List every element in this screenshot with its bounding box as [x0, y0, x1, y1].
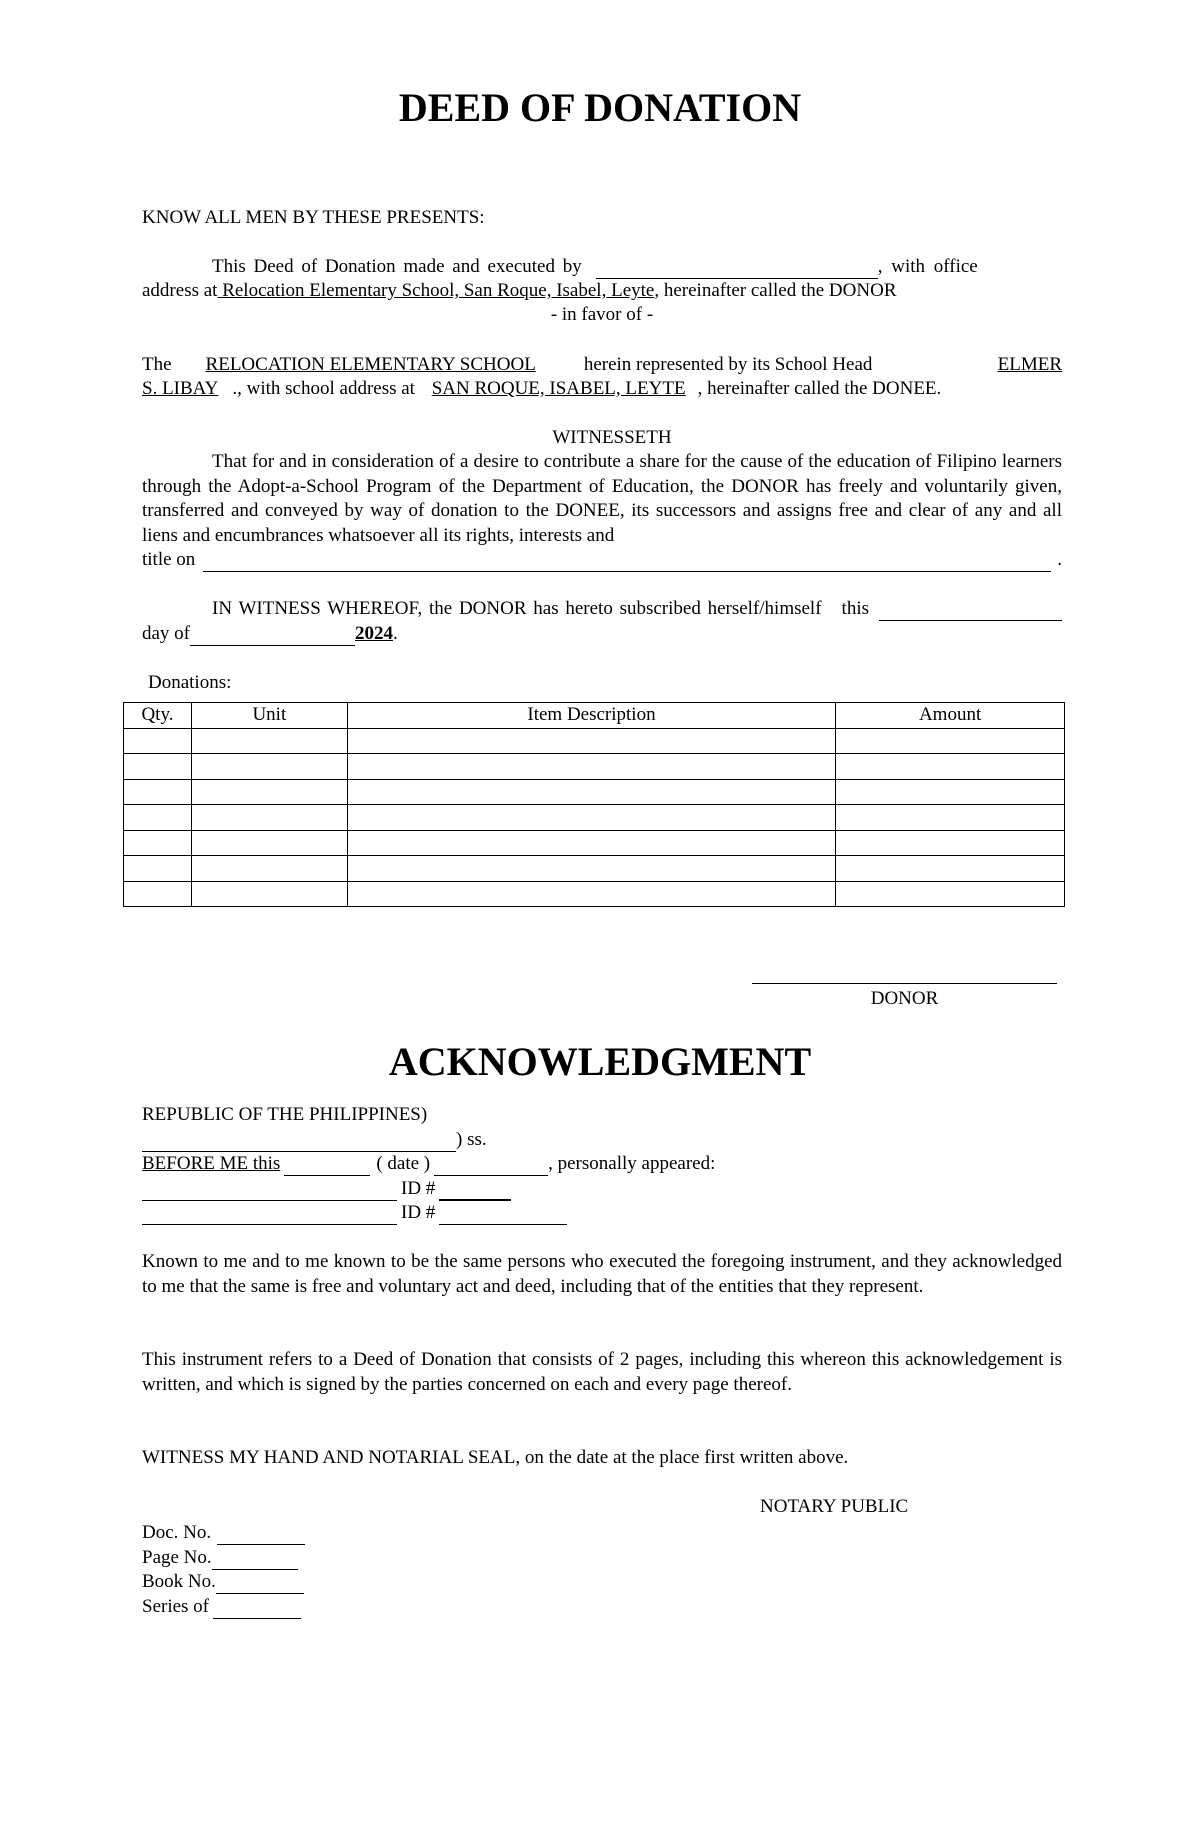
- series-of-blank[interactable]: [213, 1599, 301, 1619]
- school-head-last: S. LIBAY: [142, 378, 219, 399]
- donor-intro-text: This Deed of Donation made and executed by: [212, 256, 582, 277]
- amount-cell[interactable]: [836, 856, 1065, 882]
- donor-address: Relocation Elementary School, San Roque, Isabel, Leyte: [217, 280, 655, 301]
- appearer-1-id-blank[interactable]: [439, 1180, 511, 1201]
- qty-cell[interactable]: [124, 805, 192, 831]
- know-all-heading: KNOW ALL MEN BY THESE PRESENTS:: [142, 207, 485, 228]
- table-row: [124, 856, 1065, 882]
- donee-the: The: [142, 354, 172, 375]
- venue-blank[interactable]: [142, 1132, 456, 1152]
- personally-appeared: , personally appeared:: [548, 1153, 716, 1174]
- amount-cell[interactable]: [836, 754, 1065, 780]
- donor-signature-line[interactable]: [752, 983, 1057, 984]
- appearer-line-1: [142, 1177, 1062, 1201]
- donor-signature-label: DONOR: [870, 988, 939, 1009]
- before-me-day-blank[interactable]: [284, 1156, 370, 1176]
- deed-year: 2024: [355, 623, 394, 644]
- date-label: ( date ): [376, 1153, 431, 1174]
- amount-cell[interactable]: [836, 779, 1065, 805]
- donations-table: [123, 702, 1065, 907]
- title-on-label: title on: [142, 549, 196, 570]
- school-address-prefix: ., with school address at: [232, 378, 415, 399]
- header-amount: Amount: [836, 703, 1065, 729]
- in-favor-of: - in favor of -: [550, 304, 654, 325]
- page-no-line: [142, 1546, 1062, 1570]
- table-row: [124, 779, 1065, 805]
- donor-intro-tail: , with office: [877, 256, 978, 277]
- unit-cell[interactable]: [191, 779, 347, 805]
- witness-this: this: [841, 598, 869, 619]
- table-header-row: [124, 703, 1065, 729]
- item-description-cell[interactable]: [347, 805, 835, 831]
- table-row: [124, 881, 1065, 907]
- before-me-label: BEFORE ME this: [142, 1153, 281, 1174]
- donee-line-1: [142, 353, 1062, 377]
- item-description-cell[interactable]: [347, 754, 835, 780]
- witness-whereof-line: [212, 597, 1062, 621]
- amount-cell[interactable]: [836, 728, 1065, 754]
- instrument-paragraph: This instrument refers to a Deed of Donation that consists of 2 pages, including this whereon this acknowledgement is written, and which is signed by the parties concerned on each and every page thereof.: [142, 1349, 1062, 1395]
- amount-cell[interactable]: [836, 805, 1065, 831]
- donor-intro-line: [212, 255, 1062, 279]
- day-blank[interactable]: [879, 601, 1062, 621]
- donor-address-prefix: address at: [142, 280, 218, 301]
- item-description-cell[interactable]: [347, 856, 835, 882]
- qty-cell[interactable]: [124, 779, 192, 805]
- header-unit: Unit: [191, 703, 347, 729]
- notary-public-label: NOTARY PUBLIC: [760, 1496, 909, 1517]
- page-no-label: Page No.: [142, 1547, 212, 1568]
- witness-hand-line: WITNESS MY HAND AND NOTARIAL SEAL, on the date at the place first written above.: [142, 1447, 849, 1468]
- month-blank[interactable]: [190, 626, 355, 646]
- item-description-cell[interactable]: [347, 728, 835, 754]
- unit-cell[interactable]: [191, 881, 347, 907]
- unit-cell[interactable]: [191, 805, 347, 831]
- header-qty: Qty.: [124, 703, 192, 729]
- title-on-line: title on .: [142, 549, 1062, 570]
- book-no-blank[interactable]: [216, 1574, 304, 1594]
- qty-cell[interactable]: [124, 830, 192, 856]
- unit-cell[interactable]: [191, 856, 347, 882]
- header-item-description: Item Description: [347, 703, 835, 729]
- republic-line: REPUBLIC OF THE PHILIPPINES): [142, 1104, 428, 1125]
- series-of-line: [142, 1595, 1062, 1619]
- before-me-line: [142, 1152, 1062, 1176]
- school-address: SAN ROQUE, ISABEL, LEYTE: [431, 378, 686, 399]
- witnesseth-heading: WITNESSETH: [552, 427, 672, 448]
- item-description-cell[interactable]: [347, 830, 835, 856]
- doc-no-blank[interactable]: [217, 1525, 305, 1545]
- qty-cell[interactable]: [124, 754, 192, 780]
- table-row: [124, 805, 1065, 831]
- acknowledgment-title: ACKNOWLEDGMENT: [388, 1039, 812, 1084]
- doc-no-label: Doc. No.: [142, 1522, 212, 1543]
- donor-address-line: [142, 279, 1062, 303]
- book-no-line: [142, 1570, 1062, 1594]
- deed-title: DEED OF DONATION: [398, 85, 802, 130]
- qty-cell[interactable]: [124, 881, 192, 907]
- donee-line-end: , hereinafter called the DONEE.: [697, 378, 942, 399]
- series-of-label: Series of: [142, 1596, 210, 1617]
- qty-cell[interactable]: [124, 728, 192, 754]
- donee-school: RELOCATION ELEMENTARY SCHOOL: [205, 354, 536, 375]
- unit-cell[interactable]: [191, 754, 347, 780]
- appearer-1-id-label: ID #: [401, 1178, 436, 1199]
- donor-name-blank[interactable]: [596, 259, 878, 279]
- title-on-blank[interactable]: [203, 552, 1051, 572]
- donations-label: Donations:: [148, 672, 232, 693]
- witness-whereof-text: IN WITNESS WHEREOF, the DONOR has hereto subscribed herself/himself: [212, 598, 822, 619]
- appearer-2-name-blank[interactable]: [142, 1205, 397, 1225]
- page-no-blank[interactable]: [212, 1550, 298, 1570]
- unit-cell[interactable]: [191, 830, 347, 856]
- appearer-2-id-blank[interactable]: [439, 1205, 567, 1225]
- ss-line: [142, 1128, 1062, 1152]
- ss-label: ) ss.: [456, 1129, 487, 1150]
- amount-cell[interactable]: [836, 881, 1065, 907]
- book-no-label: Book No.: [142, 1571, 216, 1592]
- school-head-first: ELMER: [997, 354, 1062, 375]
- day-of-label: day of: [142, 623, 191, 644]
- doc-no-line: [142, 1521, 1062, 1545]
- appearer-1-name-blank[interactable]: [142, 1181, 397, 1201]
- table-row: [124, 754, 1065, 780]
- unit-cell[interactable]: [191, 728, 347, 754]
- item-description-cell[interactable]: [347, 779, 835, 805]
- known-paragraph: Known to me and to me known to be the same persons who executed the foregoing instrument, and they acknowledged to me that the same is free and voluntary act and deed, including that of the entities that they represent.: [142, 1251, 1062, 1297]
- date-blank[interactable]: [434, 1156, 548, 1176]
- qty-cell[interactable]: [124, 856, 192, 882]
- amount-cell[interactable]: [836, 830, 1065, 856]
- item-description-cell[interactable]: [347, 881, 835, 907]
- donor-address-suffix: , hereinafter called the DONOR: [654, 280, 897, 301]
- donation-rows: [124, 728, 1065, 907]
- witnesseth-body: That for and in consideration of a desire to contribute a share for the cause of the education of Filipino learners through the Adopt-a-School Program of the Department of Education, the DONOR has freely and voluntarily given, transferred and conveyed by way of donation to the DONEE, its successors and assigns free and clear of any and all liens and encumbrances whatsoever all its rights, interests and: [142, 451, 1062, 546]
- appearer-2-id-label: ID #: [401, 1202, 436, 1223]
- donee-line-2: [142, 377, 1062, 401]
- donee-represented: herein represented by its School Head: [583, 354, 873, 375]
- table-row: [124, 728, 1065, 754]
- day-of-line: day of 2024 .: [142, 623, 398, 644]
- appearer-line-2: [142, 1201, 1062, 1225]
- table-row: [124, 830, 1065, 856]
